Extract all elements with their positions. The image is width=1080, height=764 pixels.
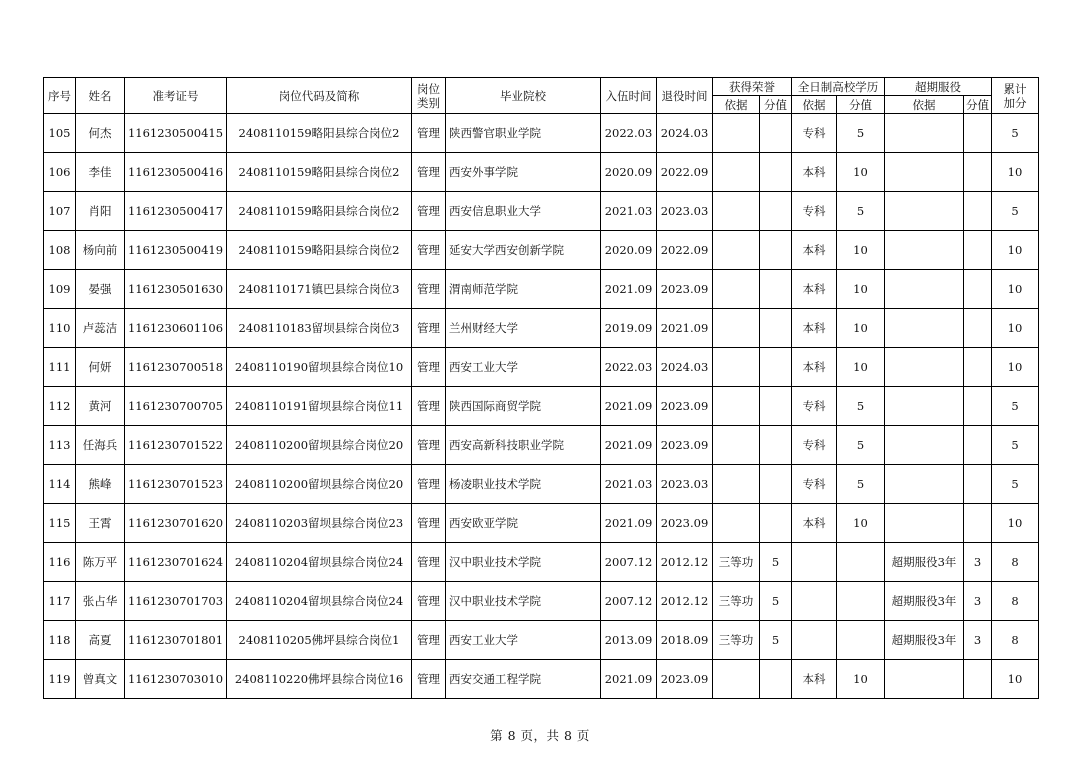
table-row: [44, 309, 1039, 348]
cell-edu-score: 10: [837, 231, 885, 270]
cell-total: 10: [992, 153, 1039, 192]
header-total: 累计加分: [992, 78, 1039, 114]
cell-exam-no: 1161230703010: [125, 660, 227, 699]
cell-overtime-basis: [885, 231, 964, 270]
cell-edu-basis: 专科: [792, 114, 837, 153]
cell-discharge: 2023.03: [657, 465, 713, 504]
cell-overtime-score: [964, 114, 992, 153]
cell-enlist: 2007.12: [601, 543, 657, 582]
cell-category: 管理: [412, 192, 446, 231]
cell-overtime-score: [964, 426, 992, 465]
cell-edu-score: 10: [837, 504, 885, 543]
cell-honor-basis: [713, 114, 760, 153]
cell-discharge: 2012.12: [657, 582, 713, 621]
cell-honor-basis: [713, 231, 760, 270]
cell-seq: 116: [44, 543, 76, 582]
cell-name: 高夏: [76, 621, 125, 660]
cell-category: 管理: [412, 348, 446, 387]
table-row: [44, 231, 1039, 270]
cell-honor-score: 5: [760, 582, 792, 621]
cell-overtime-basis: [885, 114, 964, 153]
cell-exam-no: 1161230701523: [125, 465, 227, 504]
cell-exam-no: 1161230700705: [125, 387, 227, 426]
cell-edu-score: 10: [837, 309, 885, 348]
cell-edu-score: 5: [837, 387, 885, 426]
cell-school: 西安高新科技职业学院: [446, 426, 601, 465]
cell-name: 熊峰: [76, 465, 125, 504]
cell-name: 何杰: [76, 114, 125, 153]
cell-school: 延安大学西安创新学院: [446, 231, 601, 270]
cell-enlist: 2021.09: [601, 660, 657, 699]
header-edu: 全日制高校学历: [792, 78, 885, 96]
cell-name: 陈万平: [76, 543, 125, 582]
cell-school: 西安交通工程学院: [446, 660, 601, 699]
cell-enlist: 2013.09: [601, 621, 657, 660]
cell-discharge: 2024.03: [657, 114, 713, 153]
cell-honor-score: [760, 348, 792, 387]
cell-position: 2408110203留坝县综合岗位23: [227, 504, 412, 543]
cell-seq: 110: [44, 309, 76, 348]
cell-exam-no: 1161230701620: [125, 504, 227, 543]
header-seq: 序号: [44, 78, 76, 114]
header-position: 岗位代码及简称: [227, 78, 412, 114]
cell-total: 10: [992, 270, 1039, 309]
header-edu-basis: 依据: [792, 96, 837, 114]
cell-overtime-basis: [885, 504, 964, 543]
cell-category: 管理: [412, 270, 446, 309]
cell-overtime-basis: [885, 348, 964, 387]
cell-edu-basis: [792, 543, 837, 582]
cell-exam-no: 1161230701522: [125, 426, 227, 465]
table-row: [44, 348, 1039, 387]
cell-edu-basis: 本科: [792, 231, 837, 270]
cell-edu-basis: 专科: [792, 387, 837, 426]
cell-overtime-score: [964, 387, 992, 426]
cell-position: 2408110200留坝县综合岗位20: [227, 465, 412, 504]
cell-overtime-basis: [885, 387, 964, 426]
table-row: [44, 582, 1039, 621]
cell-school: 西安欧亚学院: [446, 504, 601, 543]
cell-discharge: 2023.09: [657, 504, 713, 543]
cell-total: 10: [992, 348, 1039, 387]
cell-name: 王霄: [76, 504, 125, 543]
cell-honor-basis: [713, 309, 760, 348]
cell-overtime-score: [964, 231, 992, 270]
header-honor-score: 分值: [760, 96, 792, 114]
cell-seq: 113: [44, 426, 76, 465]
cell-honor-score: [760, 504, 792, 543]
cell-enlist: 2021.03: [601, 465, 657, 504]
cell-position: 2408110159略阳县综合岗位2: [227, 153, 412, 192]
cell-discharge: 2021.09: [657, 309, 713, 348]
cell-edu-score: [837, 621, 885, 660]
cell-honor-score: [760, 465, 792, 504]
cell-name: 李佳: [76, 153, 125, 192]
cell-name: 张占华: [76, 582, 125, 621]
header-overtime: 超期服役: [885, 78, 992, 96]
cell-edu-basis: 本科: [792, 153, 837, 192]
cell-position: 2408110220佛坪县综合岗位16: [227, 660, 412, 699]
cell-honor-basis: [713, 465, 760, 504]
cell-total: 5: [992, 465, 1039, 504]
bonus-points-table: [43, 77, 1039, 699]
cell-exam-no: 1161230500415: [125, 114, 227, 153]
cell-exam-no: 1161230500419: [125, 231, 227, 270]
cell-enlist: 2022.03: [601, 114, 657, 153]
cell-edu-score: 10: [837, 153, 885, 192]
cell-honor-basis: 三等功: [713, 543, 760, 582]
cell-edu-score: 5: [837, 114, 885, 153]
cell-honor-score: [760, 426, 792, 465]
cell-overtime-score: [964, 192, 992, 231]
cell-overtime-basis: 超期服役3年: [885, 621, 964, 660]
cell-edu-score: 10: [837, 348, 885, 387]
table-row: [44, 192, 1039, 231]
cell-total: 8: [992, 543, 1039, 582]
cell-exam-no: 1161230501630: [125, 270, 227, 309]
cell-seq: 114: [44, 465, 76, 504]
cell-honor-basis: [713, 192, 760, 231]
cell-seq: 119: [44, 660, 76, 699]
page-footer: 第 8 页，共 8 页: [490, 728, 590, 743]
cell-name: 肖阳: [76, 192, 125, 231]
cell-school: 杨凌职业技术学院: [446, 465, 601, 504]
cell-edu-basis: 本科: [792, 309, 837, 348]
cell-overtime-basis: 超期服役3年: [885, 582, 964, 621]
cell-total: 5: [992, 114, 1039, 153]
cell-honor-score: [760, 153, 792, 192]
cell-school: 西安工业大学: [446, 621, 601, 660]
cell-category: 管理: [412, 426, 446, 465]
cell-discharge: 2023.09: [657, 660, 713, 699]
cell-enlist: 2007.12: [601, 582, 657, 621]
header-honor: 获得荣誉: [713, 78, 792, 96]
cell-position: 2408110159略阳县综合岗位2: [227, 114, 412, 153]
cell-honor-basis: [713, 426, 760, 465]
cell-edu-score: 10: [837, 270, 885, 309]
table-row: [44, 543, 1039, 582]
cell-overtime-basis: [885, 660, 964, 699]
cell-position: 2408110200留坝县综合岗位20: [227, 426, 412, 465]
cell-overtime-score: [964, 270, 992, 309]
cell-overtime-score: 3: [964, 582, 992, 621]
cell-overtime-basis: [885, 153, 964, 192]
header-school: 毕业院校: [446, 78, 601, 114]
cell-discharge: 2022.09: [657, 153, 713, 192]
cell-category: 管理: [412, 621, 446, 660]
cell-discharge: 2018.09: [657, 621, 713, 660]
table-row: [44, 153, 1039, 192]
cell-enlist: 2021.03: [601, 192, 657, 231]
cell-honor-score: [760, 387, 792, 426]
cell-category: 管理: [412, 153, 446, 192]
cell-discharge: 2022.09: [657, 231, 713, 270]
cell-enlist: 2020.09: [601, 231, 657, 270]
cell-honor-score: [760, 192, 792, 231]
cell-school: 西安工业大学: [446, 348, 601, 387]
cell-discharge: 2012.12: [657, 543, 713, 582]
cell-seq: 112: [44, 387, 76, 426]
cell-honor-score: [760, 114, 792, 153]
cell-honor-score: 5: [760, 543, 792, 582]
header-discharge: 退役时间: [657, 78, 713, 114]
cell-name: 晏强: [76, 270, 125, 309]
cell-enlist: 2019.09: [601, 309, 657, 348]
cell-edu-basis: 专科: [792, 192, 837, 231]
cell-total: 5: [992, 426, 1039, 465]
table-row: [44, 426, 1039, 465]
cell-total: 10: [992, 231, 1039, 270]
table-row: [44, 270, 1039, 309]
table-row: [44, 465, 1039, 504]
cell-overtime-score: 3: [964, 621, 992, 660]
cell-exam-no: 1161230701703: [125, 582, 227, 621]
header-ot-basis: 依据: [885, 96, 964, 114]
cell-edu-score: 5: [837, 192, 885, 231]
cell-discharge: 2023.09: [657, 426, 713, 465]
cell-overtime-basis: [885, 270, 964, 309]
cell-total: 10: [992, 660, 1039, 699]
cell-enlist: 2021.09: [601, 504, 657, 543]
cell-overtime-basis: [885, 426, 964, 465]
cell-name: 何妍: [76, 348, 125, 387]
table-row: [44, 621, 1039, 660]
table-row: [44, 114, 1039, 153]
cell-honor-basis: [713, 153, 760, 192]
cell-position: 2408110159略阳县综合岗位2: [227, 192, 412, 231]
cell-overtime-score: [964, 660, 992, 699]
cell-total: 10: [992, 504, 1039, 543]
cell-seq: 108: [44, 231, 76, 270]
cell-overtime-basis: [885, 192, 964, 231]
table-row: [44, 504, 1039, 543]
cell-overtime-score: [964, 465, 992, 504]
cell-school: 西安信息职业大学: [446, 192, 601, 231]
cell-edu-basis: 专科: [792, 465, 837, 504]
table-row: [44, 660, 1039, 699]
cell-edu-score: 5: [837, 426, 885, 465]
cell-name: 任海兵: [76, 426, 125, 465]
cell-position: 2408110183留坝县综合岗位3: [227, 309, 412, 348]
cell-enlist: 2020.09: [601, 153, 657, 192]
cell-category: 管理: [412, 387, 446, 426]
header-ot-score: 分值: [964, 96, 992, 114]
cell-overtime-score: [964, 504, 992, 543]
cell-position: 2408110190留坝县综合岗位10: [227, 348, 412, 387]
cell-category: 管理: [412, 504, 446, 543]
cell-edu-score: 5: [837, 465, 885, 504]
cell-overtime-score: [964, 309, 992, 348]
cell-discharge: 2024.03: [657, 348, 713, 387]
cell-position: 2408110191留坝县综合岗位11: [227, 387, 412, 426]
cell-total: 8: [992, 582, 1039, 621]
cell-seq: 105: [44, 114, 76, 153]
cell-name: 曾真文: [76, 660, 125, 699]
cell-honor-score: [760, 270, 792, 309]
cell-total: 8: [992, 621, 1039, 660]
header-edu-score: 分值: [837, 96, 885, 114]
cell-overtime-basis: [885, 465, 964, 504]
table-row: [44, 387, 1039, 426]
cell-discharge: 2023.09: [657, 387, 713, 426]
cell-enlist: 2021.09: [601, 387, 657, 426]
cell-honor-basis: [713, 348, 760, 387]
cell-edu-score: [837, 543, 885, 582]
cell-exam-no: 1161230500417: [125, 192, 227, 231]
cell-edu-basis: 本科: [792, 348, 837, 387]
cell-overtime-basis: 超期服役3年: [885, 543, 964, 582]
cell-position: 2408110204留坝县综合岗位24: [227, 582, 412, 621]
cell-name: 杨向前: [76, 231, 125, 270]
cell-edu-basis: [792, 621, 837, 660]
cell-overtime-score: [964, 153, 992, 192]
cell-name: 卢蕊洁: [76, 309, 125, 348]
cell-position: 2408110171镇巴县综合岗位3: [227, 270, 412, 309]
cell-edu-basis: 本科: [792, 504, 837, 543]
cell-seq: 115: [44, 504, 76, 543]
cell-category: 管理: [412, 543, 446, 582]
cell-category: 管理: [412, 231, 446, 270]
cell-total: 5: [992, 192, 1039, 231]
header-exam-no: 准考证号: [125, 78, 227, 114]
cell-overtime-basis: [885, 309, 964, 348]
cell-school: 兰州财经大学: [446, 309, 601, 348]
cell-overtime-score: 3: [964, 543, 992, 582]
cell-honor-score: [760, 660, 792, 699]
cell-school: 陕西国际商贸学院: [446, 387, 601, 426]
cell-school: 汉中职业技术学院: [446, 582, 601, 621]
cell-category: 管理: [412, 114, 446, 153]
cell-exam-no: 1161230500416: [125, 153, 227, 192]
cell-honor-score: 5: [760, 621, 792, 660]
cell-school: 汉中职业技术学院: [446, 543, 601, 582]
cell-honor-basis: 三等功: [713, 582, 760, 621]
cell-enlist: 2022.03: [601, 348, 657, 387]
cell-total: 10: [992, 309, 1039, 348]
cell-school: 渭南师范学院: [446, 270, 601, 309]
cell-discharge: 2023.09: [657, 270, 713, 309]
cell-honor-basis: [713, 270, 760, 309]
cell-seq: 118: [44, 621, 76, 660]
cell-honor-basis: [713, 504, 760, 543]
cell-honor-basis: [713, 387, 760, 426]
cell-exam-no: 1161230601106: [125, 309, 227, 348]
cell-overtime-score: [964, 348, 992, 387]
header-name: 姓名: [76, 78, 125, 114]
cell-edu-score: [837, 582, 885, 621]
cell-honor-basis: [713, 660, 760, 699]
cell-seq: 106: [44, 153, 76, 192]
cell-enlist: 2021.09: [601, 270, 657, 309]
header-enlist: 入伍时间: [601, 78, 657, 114]
cell-category: 管理: [412, 660, 446, 699]
cell-edu-score: 10: [837, 660, 885, 699]
cell-edu-basis: 本科: [792, 270, 837, 309]
cell-seq: 109: [44, 270, 76, 309]
cell-discharge: 2023.03: [657, 192, 713, 231]
cell-edu-basis: [792, 582, 837, 621]
cell-honor-score: [760, 231, 792, 270]
cell-category: 管理: [412, 582, 446, 621]
cell-total: 5: [992, 387, 1039, 426]
cell-exam-no: 1161230701801: [125, 621, 227, 660]
cell-position: 2408110205佛坪县综合岗位1: [227, 621, 412, 660]
cell-position: 2408110159略阳县综合岗位2: [227, 231, 412, 270]
cell-seq: 107: [44, 192, 76, 231]
cell-name: 黄河: [76, 387, 125, 426]
cell-honor-basis: 三等功: [713, 621, 760, 660]
cell-category: 管理: [412, 465, 446, 504]
cell-honor-score: [760, 309, 792, 348]
header-honor-basis: 依据: [713, 96, 760, 114]
cell-school: 西安外事学院: [446, 153, 601, 192]
cell-exam-no: 1161230700518: [125, 348, 227, 387]
cell-seq: 111: [44, 348, 76, 387]
cell-enlist: 2021.09: [601, 426, 657, 465]
cell-edu-basis: 本科: [792, 660, 837, 699]
cell-exam-no: 1161230701624: [125, 543, 227, 582]
cell-edu-basis: 专科: [792, 426, 837, 465]
header-category: 岗位类别: [412, 78, 446, 114]
cell-seq: 117: [44, 582, 76, 621]
cell-category: 管理: [412, 309, 446, 348]
cell-school: 陕西警官职业学院: [446, 114, 601, 153]
cell-position: 2408110204留坝县综合岗位24: [227, 543, 412, 582]
